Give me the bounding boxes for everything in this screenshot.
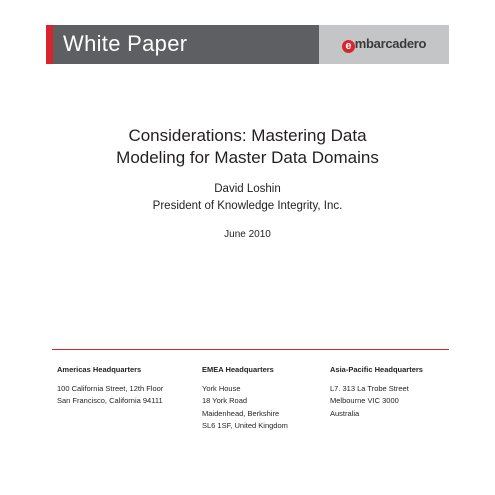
title-line-1: Considerations: Mastering Data xyxy=(128,126,367,145)
title-line-2: Modeling for Master Data Domains xyxy=(116,148,379,167)
hq-address-line: SL6 1SF, United Kingdom xyxy=(202,421,288,430)
hq-address-line: Australia xyxy=(330,408,360,418)
publication-date: June 2010 xyxy=(224,229,271,240)
banner-background xyxy=(53,25,449,64)
hq-address-line: 18 York Road xyxy=(202,396,248,405)
section-divider xyxy=(52,349,449,350)
hq-address-line: 100 California Street, 12th Floor xyxy=(57,383,164,393)
author-name: David Loshin xyxy=(214,183,281,195)
logo-e-icon: e xyxy=(342,40,355,53)
hq-address-line: L7. 313 La Trobe Street xyxy=(330,383,409,393)
hq-asia-pacific xyxy=(330,364,423,420)
author-block xyxy=(0,181,495,215)
document-type-title: White Paper xyxy=(63,31,188,56)
hq-address-line: Melbourne VIC 3000 xyxy=(330,396,399,405)
author-title: President of Knowledge Integrity, Inc. xyxy=(152,200,343,212)
document-title xyxy=(0,125,495,169)
banner-accent-bar xyxy=(46,25,53,64)
logo-wordmark-rest: mbarcadero xyxy=(354,36,427,51)
header-banner xyxy=(46,25,449,64)
hq-address-line: San Francisco, California 94111 xyxy=(57,396,163,405)
hq-americas xyxy=(57,364,163,408)
hq-address-line: York House xyxy=(202,383,241,393)
logo-wordmark xyxy=(342,36,426,53)
company-logo xyxy=(319,25,449,64)
hq-address-line: Maidenhead, Berkshire xyxy=(202,408,280,418)
hq-emea xyxy=(202,364,288,433)
hq-title: Asia-Pacific Headquarters xyxy=(330,365,423,374)
hq-title: EMEA Headquarters xyxy=(202,365,274,374)
hq-title: Americas Headquarters xyxy=(57,365,142,374)
